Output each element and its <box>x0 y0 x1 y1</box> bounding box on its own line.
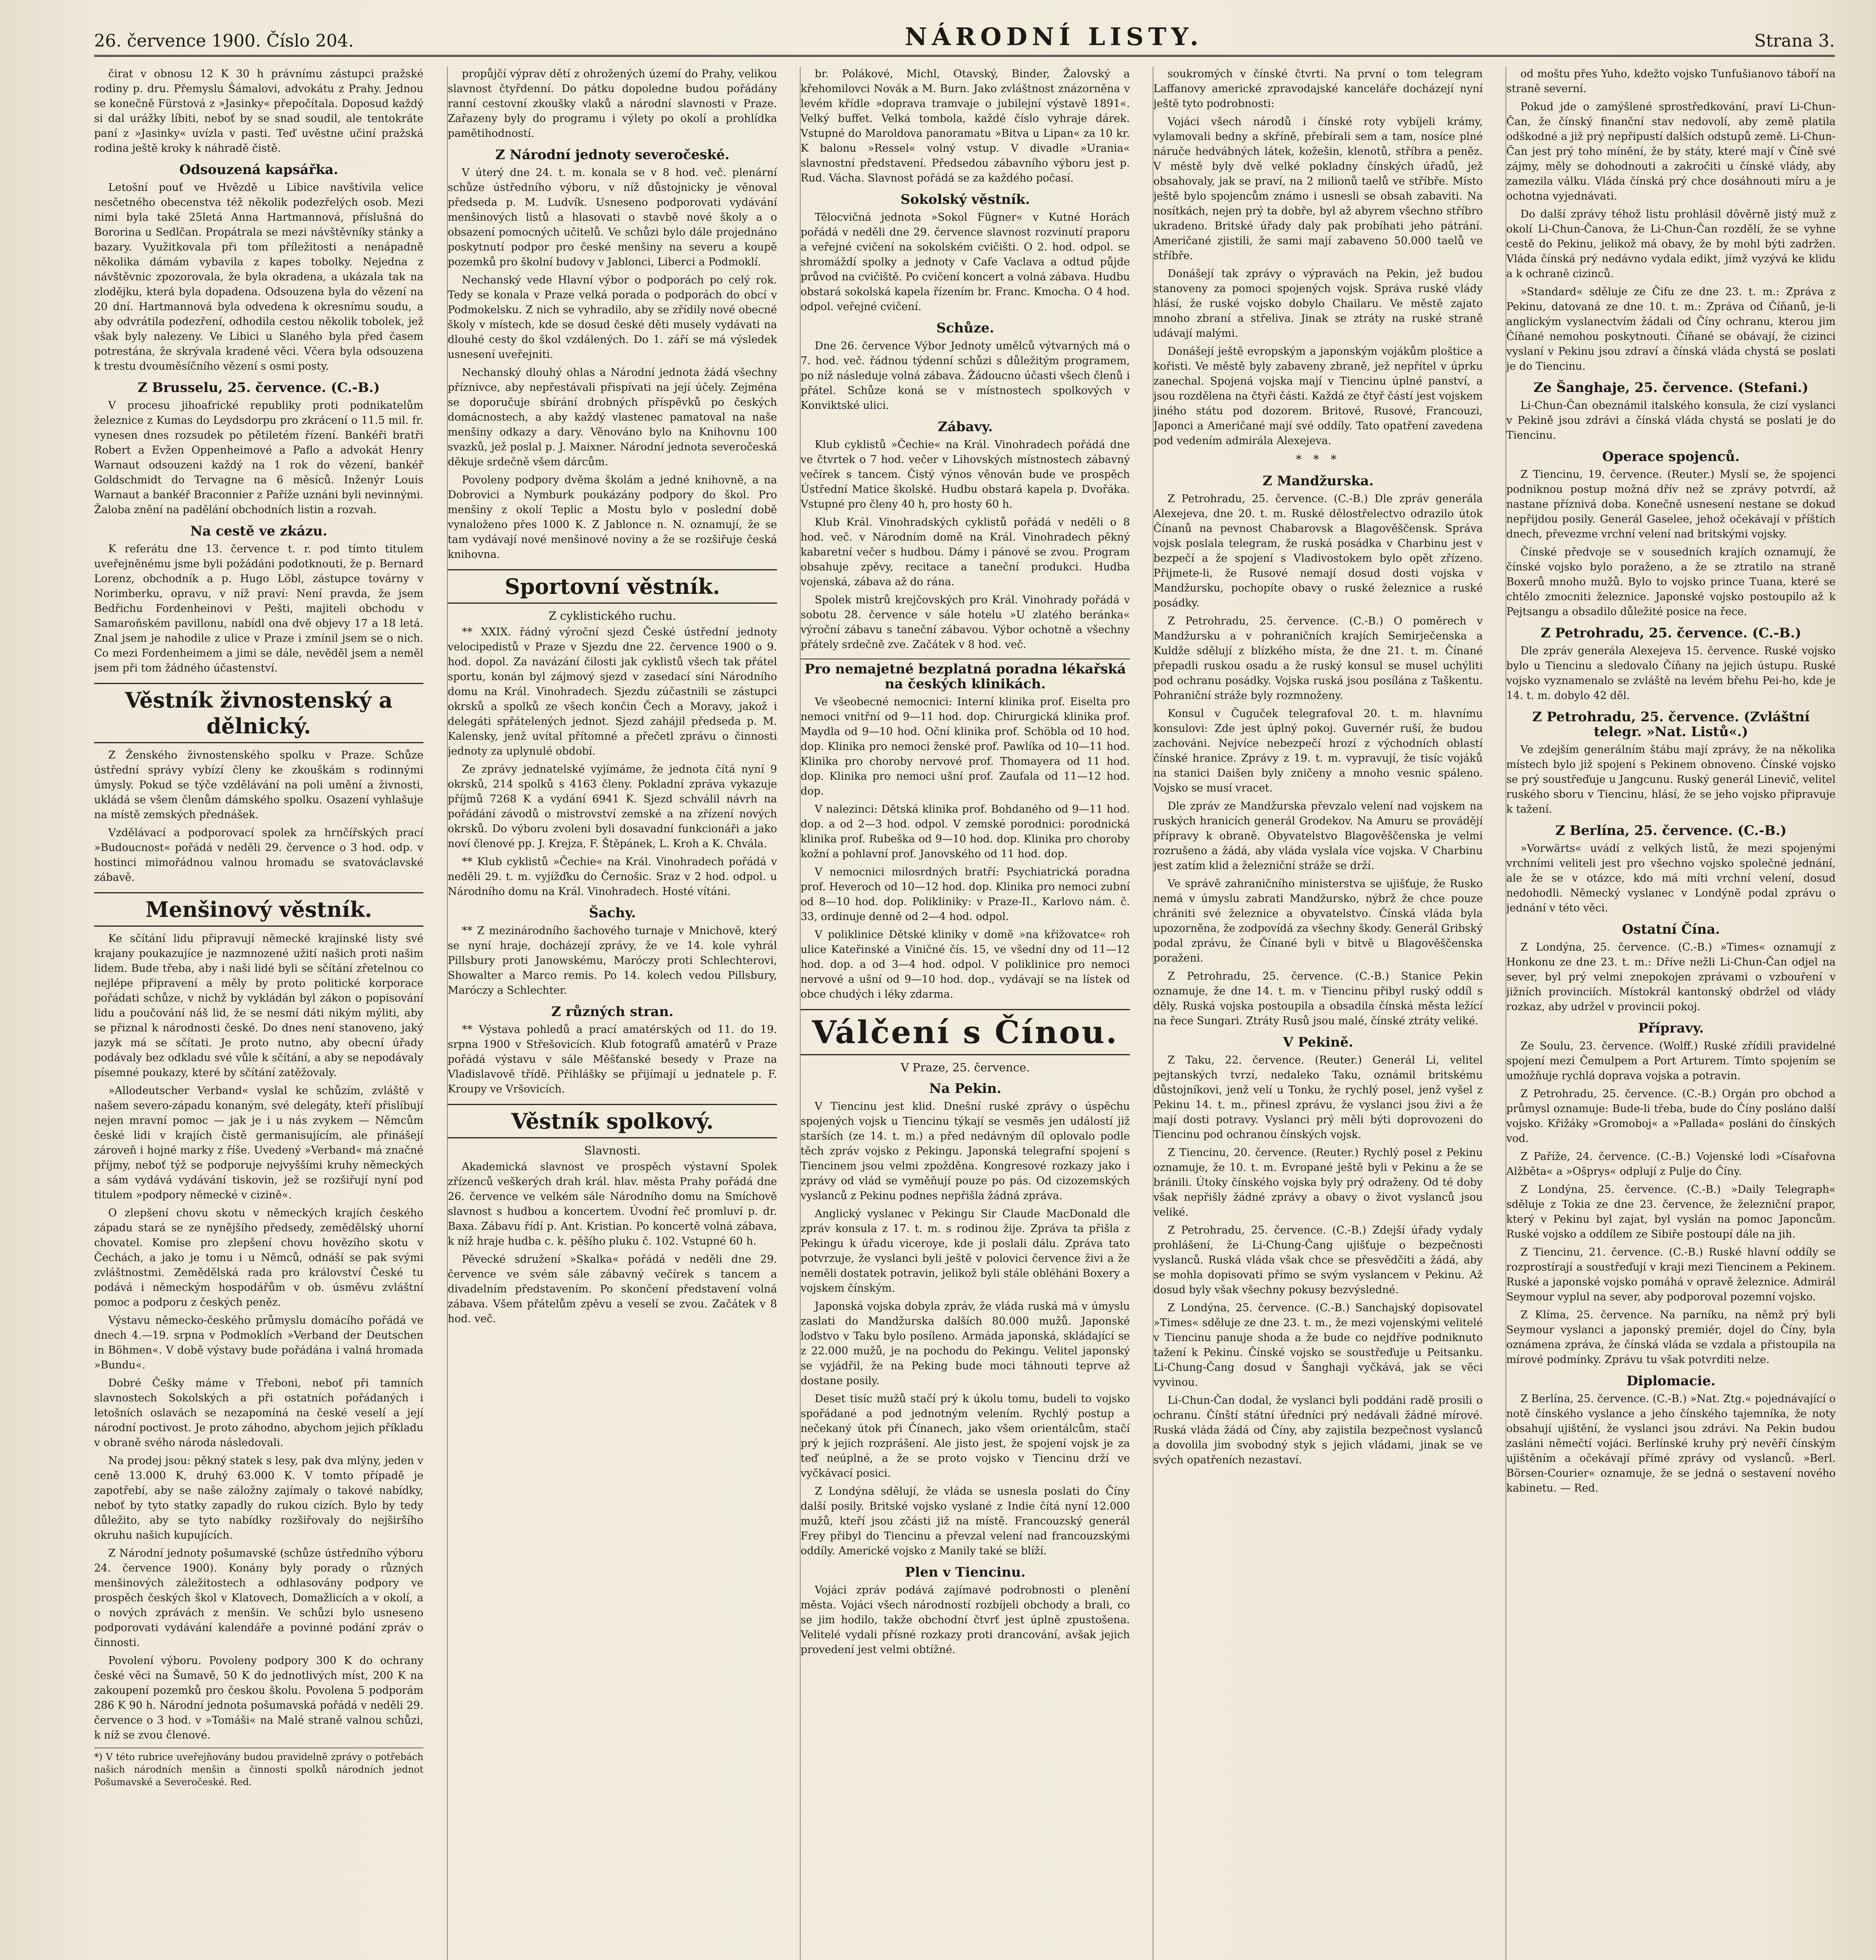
article-text: Li-Chun-Čan dodal, že vyslanci byli poddáni radě prosili o ochranu. Čínští státní úředníci prý nedávali žádné mírové. Ruská vláda žádá od Číny, aby zajistila bezpečnost vyslanců a dovolila jim svobodný styk s jejich vládami, jinak se ve svých opatřeních nezastaví. <box>1153 1394 1483 1466</box>
article-text: Z Petrohradu, 25. července. (C.-B.) Zdejší úřady vydaly prohlášení, že Li-Chung-Čang ujišťuje o bezpečnosti vyslanců. Ruská vláda však chce se přesvědčiti a žádá, aby se mohla dopisovati přímo se svým vyslancem v Pekinu. Až dosud byly však všechny pokusy bezvýsledné. <box>1153 1224 1483 1296</box>
article-heading: Odsouzená kapsářka. <box>179 162 338 178</box>
article-text: V nalezinci: Dětská klinika prof. Bohdaného od 9—11 hod. dop. a od 2—3 hod. odpol. V zemské porodnici: porodnická klinika prof. Rubeška od 9—10 hod. dop. Klinika pro choroby kožní a pohlavní prof. Janovského od 11 hod. dop. <box>801 803 1130 860</box>
article-heading: Operace spojenců. <box>1602 449 1740 465</box>
article-text: Dobré Češky máme v Třeboni, neboť při tamních slavnostech Sokolských a při ostatních pořádaných i letošních oslavách se nezapomíná na české veselí a její národní poctivost. Je proto záhodno, abychom jejich příkladu v obraně svého národa následovali. <box>94 1377 423 1449</box>
article-text: Vojáci všech národů i čínské roty vybíjeli krámy, vylamovali bedny a skříně, přebírali sem a tam, nosíce plné náruče hedvábných látek, kožešin, klenotů, stříbra a peněz. V městě byly dvě velké pokladny čínských úřadů, jež obsahovaly, jak se praví, na 2 milionů taelů ve stříbře. Místo ještě bylo spojencům známo i usnesli se obsah zabaviti. Na nosítkách, nejen prý ta dobře, byl až abyrem všechno stříbro ukradeno. Britské úřady daly pak probíhati jeho pátrání. Američané zjistili, že sami mají zabaveno 50.000 taelů ve stříbře. <box>1153 116 1483 262</box>
article-text: V Tiencinu jest klid. Dnešní ruské zprávy o úspěchu spojených vojsk u Tiencinu týkají se vesměs jen událostí již starších (ze 14. t. m.) a před nedávným díl oplovalo podle těch zpráv vojsko z Pekingu. Japonská telegrafní spojení s Tiencinem jsou velmi zpožděna. Kongresové rozkazy jako i zprávy od vlád se vyměňují pouze po pás. Od cizozemských vyslanců z Pekinu podnes nepřišla žádná zpráva. <box>801 1100 1130 1202</box>
subsection-heading: Z cyklistického ruchu. <box>548 609 676 622</box>
article-heading: Z Mandžurska. <box>1262 473 1374 489</box>
article-heading: Schůze. <box>936 320 994 336</box>
article-text: Z Petrohradu, 25. července. (C.-B.) Stanice Pekin oznamuje, že dne 14. t. m. v Tiencinu přibyl ruský oddíl s děly. Ruská vojska postoupila a obsadila čínská města ležící na řece Sungari. Ztráty Rusů jsou malé, čínské ztráty veliké. <box>1153 970 1483 1027</box>
section-heading: Menšinový věstník. <box>94 892 423 927</box>
article-text: Z Londýna, 25. července. (C.-B.) »Times« oznamují z Honkonu ze dne 23. t. m.: Dříve nežli Li-Chun-Čan odjel na sever, byl prý velmi znepokojen zprávami o vzbouření v jižních provinciích. Místokrál kantonský obdržel od vlády rozkaz, aby udržel v provincii pokoj. <box>1506 941 1836 1013</box>
article-text: »Vorwärts« uvádí z velkých listů, že mezi spojenými vrchními veliteli jest pro všechno vojsko společné jednání, ale že se v otázce, kdo má míti vrchní velení, dosud nedohodli. Německý vyslanec v Londýně podal zprávu o jednání v této věci. <box>1506 842 1836 914</box>
article-text: od moštu přes Yuho, kdežto vojsko Tunfušianovo táboří na straně severní. <box>1506 68 1836 95</box>
article-heading: Šachy. <box>589 905 636 921</box>
article-heading: Na Pekin. <box>929 1081 1002 1096</box>
article-text: Dle zpráv ze Mandžurska převzalo velení nad vojskem na ruských hranicích generál Grodekov. Na Amuru se provádějí přípravy k obraně. Obyvatelstvo Blagověščenska je velmi rozrušeno a žádá, aby vláda vyslala více vojska. V Charbinu jest zatím klid a železniční stráže se drží. <box>1153 800 1483 872</box>
section-heading: Sportovní věstník. <box>448 569 777 604</box>
footnote: *) V této rubrice uveřejňovány budou pravidelně zprávy o potřebách našich národních menšin a činnosti spolků národních jednot Pošumavské a Severočeské. Red. <box>94 1748 423 1788</box>
article-text: Z Londýna sdělují, že vláda se usnesla poslati do Číny další posily. Britské vojsko vyslané z Indie čítá nyní 12.000 mužů, kteří jsou zčásti již na místě. Francouzský generál Frey přibyl do Tiencinu a převzal velení nad francouzskými oddíly. Americké vojsko z Manily také se blíží. <box>801 1485 1130 1557</box>
article-text: V procesu jihoafrické republiky proti podnikatelům železnice z Kumas do Leydsdorpu pro zkrácení o 11.5 mil. fr. vynesen dnes rozsudek po pětiletém řízení. Bankéři bratři Robert a Evžen Oppenheimové a Paflo a advokát Henry Warnaut odsouzeni každý na 1 rok do vězení, bankéř Goldschmidt do Tervagne na 6 měsíců. Inženýr Louis Warnaut a bankéř Braconnier z Paříže uznáni byli nevinnými. Žaloba znění na padělání obchodních listin a rozvah. <box>94 399 423 516</box>
article-heading: Z Brusselu, 25. července. (C.-B.) <box>138 380 380 396</box>
column-5 <box>1506 67 1836 1960</box>
article-text: Z Tiencinu, 21. července. (C.-B.) Ruské hlavní oddíly se rozprostírají a soustřeďují v kraji mezi Tiencinem a Pekinem. Ruské a japonské vojsko pomáhá v opravě železnice. Admirál Seymour vyplul na sever, aby podporoval pozemní vojsko. <box>1506 1246 1836 1303</box>
article-text: Spolek mistrů krejčovských pro Král. Vinohrady pořádá v sobotu 28. července v sále hotelu »U zlatého beránka« výroční zábavu s taneční zábavou. Výbor ochotně a všechny přátely srdečně zve. Začátek v 8 hod. več. <box>801 594 1130 651</box>
article-heading: Přípravy. <box>1638 1020 1704 1036</box>
article-text: O zlepšení chovu skotu v německých krajích českého západu stará se ze nynějšího předsedy, zemědělský uhorní chovatel. Komise pro zlepšení chovu hovězího skotu v Čechách, a jako je tomu i u Němců, odnáší se pak svými zvláštnostmi. Zemědělská rada pro království České tu podává i německým hospodářům v ob. úsměvu zvláštní pomoc a podporu z českých peněz. <box>94 1207 423 1308</box>
dateline: V Praze, 25. července. <box>901 1061 1030 1074</box>
article-text: ** XXIX. řádný výroční sjezd České ústřední jednoty velocipedistů v Praze v Sjezdu dne 22. července 1900 o 9. hod. dopol. Za navázání čilosti jak cyklistů všech tak přátel sportu, konán byl zájmový sjezd v zasedací síni Národního domu na Král. Vinohradech. Sjezdu zúčastnili se zástupci okrsků a spolků ze všech končin Čech a Moravy, jakož i delegáti spřátelených jednot. Sjezd zahájil předseda p. M. Kalensky, jenž uvítal přítomné a přečetl zprávu o činnosti jednoty za uplynulé období. <box>448 626 777 757</box>
columns <box>94 67 1835 1960</box>
article-heading: Na cestě ve zkázu. <box>190 523 327 539</box>
article-text: Ve správě zahraničního ministerstva se ujišťuje, že Rusko nemá v úmyslu zabrati Mandžursko, nýbrž že chce pouze chrániti své železnice a obyvatelstvo. Čínská vláda byla upozorněna, že zodpovídá za všechny škody. Generál Gribský podal zprávu, že Čínané byli v bitvě u Blagověščenska poraženi. <box>1153 878 1483 964</box>
article-heading: Z Petrohradu, 25. července. (Zvláštní telegr. »Nat. Listů«.) <box>1532 709 1810 740</box>
article-text: V poliklinice Dětské kliniky v domě »na křižovatce« roh ulice Kateřinské a Viničné čís. 15, ve všední dny od 11—12 hod. dop. a od 3—4 hod. odpol. V poliklinice pro nemoci nervové a ušní od 9—10 hod. dop., vydávají se na lístek od obce chudých i léky zdarma. <box>801 929 1130 1000</box>
article-heading: Plen v Tiencinu. <box>905 1564 1026 1580</box>
article-text: Z Klíma, 25. července. Na parníku, na němž prý byli Seymour vyslanci a japonský premiér, dojel do Číny, byla oznámena zpráva, že čínská vláda se vzdala a přistoupila na mírové podmínky. Zprávu tu však potvrditi nelze. <box>1506 1309 1836 1366</box>
article-text: Klub Král. Vinohradských cyklistů pořádá v neděli o 8 hod. več. v Národním domě na Král. Vinohradech pěkný kabaretní večer s hudbou. Dámy i pánové se zvou. Program obsahuje zpěvy, recitace a taneční produkci. Hudba vojenská, zábava až do rána. <box>801 516 1130 588</box>
article-text: Donášejí ještě evropským a japonským vojákům ploštice a kořisti. Ve městě byly zabaveny zbraně, jež nepřítel v úprku zanechal. Spojená vojska mají v Tiencinu úplné panství, a jsou rozdělena na čtyři části. Každá ze čtyř částí jest vojskem jiného státu pod dozorem. Britové, Rusové, Francouzi, Japonci a Američané mají své oddíly. Tato opatření zavedena pod vedením admirála Alexejeva. <box>1153 345 1483 447</box>
article-text: Z Paříže, 24. července. (C.-B.) Vojenské lodi »Císařovna Alžběta« a »Ošprys« odplují z Pulje do Číny. <box>1506 1151 1836 1178</box>
article-text: ** Z mezinárodního šachového turnaje v Mnichově, který se nyní hraje, docházejí zprávy, že ve 14. kole vyhrál Pillsbury proti Janowskému, Maróczy proti Schlechterovi, Showalter a Marco remis. Po 14. kolech vedou Pillsbury, Maróczy a Schlechter. <box>448 925 777 996</box>
masthead <box>94 24 1835 51</box>
article-text: Ve zdejším generálním štábu mají zprávy, že na několika místech bylo již spojení s Pekinem obnoveno. Čínské vojsko se prý soustřeďuje u Jangcunu. Ruský generál Linevič, velitel ruského sboru v Tiencinu, hlásí, že se jeho vojsko připravuje k tažení. <box>1506 744 1836 815</box>
article-text: Klub cyklistů »Čechie« na Král. Vinohradech pořádá dne ve čtvrtek o 7 hod. večer v Lihovských místnostech zábavný večírek s tancem. Čistý výnos věnován bude ve prospěch Ústřední Matice školské. Hudbu obstará kapela p. Dvořáka. Vstupné pro členy 40 h, pro hosty 60 h. <box>801 439 1130 510</box>
article-text: Deset tisíc mužů stačí prý k úkolu tomu, budeli to vojsko spořádané a pod jednotným velením. Rychlý postup a nečekaný útok při Čínanech, jako všem orientálcům, stačí prý k jejich rozprášení. Ale jisto jest, že spojení vojsk je za teď neúplné, a že se proto vojsko v Tiencinu drží ve vyčkávací posici. <box>801 1393 1130 1479</box>
column-3 <box>800 67 1130 1960</box>
article-text: »Allodeutscher Verband« vyslal ke schůzím, zvláště v našem severo-západu konaným, své delegáty, kteří přislíbují nejen mravní pomoc — jak je i u nás zvykem — Němcům české lidi v krajích čistě germanisujícím, ale přinášejí zároveň i hojné marky z říše. Uvedený »Verband« má značné příjmy, neboť týž se podporuje nejvyššími kruhy německých a sám vydává vydávání tiskovin, jež se rozšiřují nyní pod titulem »podpory německé v cizině«. <box>94 1085 423 1201</box>
article-text: propůjčí výprav dětí z ohrožených území do Prahy, velikou slavnost čtyřdenní. Do pátku dopoledne budou pořádány ranní cestovní zkoušky vlaků a národní slavnosti v Praze. Zařazeny byly do programu i výlety po okolí a prohlídka pamětihodností. <box>448 68 777 140</box>
article-heading: Z Petrohradu, 25. července. (C.-B.) <box>1540 625 1802 641</box>
article-heading: Ze Šanghaje, 25. července. (Stefani.) <box>1533 380 1809 396</box>
article-text: Letošní pouť ve Hvězdě u Libice navštívila velice nesčetného obecenstva též několik podezřelých osob. Mezi nimi byla také 25letá Anna Hartmannová, příslušná do Bororina u Sedlčan. Propátrala se mezi návštěvníky stánky a bazary. Využitkovala při tom příležitosti a nenápadně několika dámám vybavila z kapes tobolky. Nejedna z návštěvnic zpozorovala, že byla okradena, a ukázala tak na zlodějku, která byla dopadena. Odsouzena byla do vězení na 20 dní. Hartmannová byla odvedena k okresnímu soudu, a aby odvrátila podezření, odhodila cestou několik tobolek, jež však byly nalezeny. Ve Libici u Slaného byla před časem potrestána, že skrývala kradené věci. Včera byla odsouzena k trestu dvouměsíčního vězení s osmi posty. <box>94 181 423 372</box>
article-text: Dle zpráv generála Alexejeva 15. července. Ruské vojsko bylo u Tiencinu a sledovalo Číňany na jejich ústupu. Ruské vojsko vyznamenalo se zvláště na levém břehu Pei-ho, kde je 14. t. m. dobylo 42 děl. <box>1506 645 1836 702</box>
article-text: Tělocvičná jednota »Sokol Fügner« v Kutné Horách pořádá v neděli dne 29. července slavnost rozvinutí praporu a veřejné cvičení na sokolském cvičišti. O 2. hod. odpol. se shromáždí spolky a jednoty v Cafe Vaclava a odtud půjde průvod na cvičiště. Po cvičení koncert a volná zábava. Hudbu obstará sokolská kapela řízením br. Franc. Kmocha. O 4 hod. odpol. veřejné cvičení. <box>801 211 1130 313</box>
article-text: Z Petrohradu, 25. července. (C.-B.) O poměrech v Mandžursku a v pohraničních krajích Semirječenska a Kuldže sdělují z blízkého místa, že dne 21. t. m. Čínané přepadli ruskou osadu a že ruský konsul se musel uchýliti pod ochranu posádky. Vojska ruská jsou posílána z Taškentu. Pohraniční stráže byly rozmnoženy. <box>1153 615 1483 702</box>
article-text: Povolení výboru. Povoleny podpory 300 K do ochrany české věci na Šumavě, 50 K do jednotlivých míst, 200 K na zakoupení pozemků pro českou školu. Povolena 5 podporám 286 K 90 h. Národní jednota pošumavská pořádá v neděli 29. července o 3 hod. v »Tomáši« na Malé straně valnou schůzi, k níž se zvou členové. <box>94 1655 423 1741</box>
article-heading: V Pekině. <box>1283 1034 1353 1050</box>
article-text: Z Tiencinu, 20. července. (Reuter.) Rychlý posel z Pekinu oznamuje, že 10. t. m. Evropané ještě byli v Pekinu a že se bránili. Útoky čínského vojska byly prý odraženy. Od té doby však nepřišly žádné zprávy a obavy o život vyslanců jsou veliké. <box>1153 1147 1483 1218</box>
section-heading: Válčení s Čínou. <box>801 1009 1130 1055</box>
article-text: Akademická slavnost ve prospěch výstavní Spolek zřízenců veškerých drah král. hlav. města Prahy pořádá dne 26. července ve velkém sále Národního domu na Smíchově slavnost s hudbou a koncertem. Úvodní řeč promluví p. dr. Baxa. Zábavu řídí p. Ant. Kristian. Po koncertě volná zábava, k níž hraje hudba c. k. pěšího pluku č. 102. Vstupné 60 h. <box>448 1161 777 1247</box>
article-text: Vzdělávací a podporovací spolek za hrnčířských prací »Budoucnost« pořádá v neděli 29. července o 3 hod. odp. v hostinci mimořádnou valnou hromadu se svatováclavské zábavě. <box>94 827 423 884</box>
article-text: Z Petrohradu, 25. července. (C.-B.) Dle zpráv generála Alexejeva, dne 20. t. m. Ruské dělostřelectvo odrazilo útok Čínanů na pevnost Chabarovsk a Blagověščensk. Správa vojsk poslala telegram, že ruská posádka v Charbinu jest v bezpečí a že spojení s Vladivostokem bylo opět zřízeno. Přijmete-li, že Rusové nemají dosud dosti vojska v Mandžursku, pochopíte obavy o ruské železnice a ruské posádky. <box>1153 493 1483 609</box>
article-text: soukromých v čínské čtvrti. Na první o tom telegram Laffanovy americké zpravodajské kanceláře docházejí nyní ještě tyto podrobnosti: <box>1153 68 1483 110</box>
page-number: Strana 3. <box>1754 31 1835 51</box>
article-heading: Z Národní jednoty severočeské. <box>495 147 730 163</box>
article-text: Konsul v Čuguček telegrafoval 20. t. m. hlavnímu konsulovi: Zde jest úplný pokoj. Guvernér ruší, že budou zachováni. Nejvíce nebezpečí hrozí z východních oblastí čínské hranice. Zprávy z 19. t. m. vypravují, že tisíc vojáků na stanici Daišen byly zničeny a mnoho vesnic spáleno. Vojsko se musí vracet. <box>1153 708 1483 794</box>
article-text: ** Výstava pohledů a prací amatérských od 11. do 19. srpna 1900 v Střešovicích. Klub fotografů amatérů v Praze pořádá výstavu v sále Měšťanské besedy v Praze na Vladislavově třídě. Přihlášky se přijímají u jednatele p. F. Kroupy ve Vršovicích. <box>448 1024 777 1095</box>
column-1 <box>94 67 423 1960</box>
section-heading: Věstník spolkový. <box>448 1104 777 1138</box>
article-text: Povoleny podpory dvěma školám a jedné knihovně, a na Dobrovici a Nymburk poukázány podpory do škol. Pro menšiny z okolí Teplic a Mostu bylo v poslední době vynaloženo přes 1000 K. Z Jablonce n. N. oznamují, že se tam vydávají nové menšinové noviny a že se rozšiřuje česká knihovna. <box>448 474 777 561</box>
article-text: ** Klub cyklistů »Čechie« na Král. Vinohradech pořádá v neděli 29. t. m. vyjížďku do Černošic. Sraz v 2 hod. odpol. u Národního domu na Král. Vinohradech. Hosté vítáni. <box>448 856 777 898</box>
article-text: V úterý dne 24. t. m. konala se v 8 hod. več. plenární schůze ústředního výboru, v níž důstojnicky je věnoval předseda p. M. Ludvík. Usneseno podporovati vydávání menšinových listů a hlasovati o stavbě nové školy a o obsazení pomocných učitelů. Ve schůzi bylo dále projednáno poskytnutí podpor pro české menšiny na severu a koupě pozemků pro školní budovy v Jablonci, Liberci a Podmoklí. <box>448 167 777 268</box>
article-text: Japonská vojska dobyla zpráv, že vláda ruská má v úmyslu zaslati do Mandžurska dalších 80.000 mužů. Japonské loďstvo v Taku bylo posíleno. Armáda japonská, skládající se z 22.000 mužů, je na pochodu do Pekingu. Velitel japonský se vyjádřil, že na Peking bude moci táhnouti teprve až dostane posily. <box>801 1300 1130 1387</box>
article-text: Čínské předvoje se v sousedních krajích oznamují, že čínské vojsko bylo poraženo, a že se ztratilo na straně Boxerů mnoho mužů. Bylo to vojsko prince Tuana, které se chtělo zmocniti železnice. Japonské vojsko postoupilo až k Pejtsangu a obsadilo důležité posice na řece. <box>1506 546 1836 618</box>
article-text: Na prodej jsou: pěkný statek s lesy, pak dva mlýny, jeden v ceně 13.000 K, druhý 63.000 K. V tomto případě je zapotřebí, aby se naše záložny zajímaly o takové nabídky, neboť by tyto statky zapadly do rukou cizích. Bylo by tedy důležito, aby se tyto nabídky rozšiřovaly do nejširšího okruhu našich kupujících. <box>94 1455 423 1541</box>
article-text: Do další zprávy téhož listu prohlásil dôvěrně jistý muž z okolí Li-Chun-Čanova, že Li-Chun-Čan rozdělí, že se vyhne cestě do Pekinu, jelikož má obavy, že by mohl býti zadržen. Vláda čínská prý nedávno vydala edikt, jímž vyzývá ke klidu a k ochraně cizinců. <box>1506 208 1836 280</box>
separator-stars: * * * <box>1295 453 1341 466</box>
article-text: Z Berlína, 25. července. (C.-B.) »Nat. Ztg.« pojednávající o notě čínského vyslance a jeho čínského tajemníka, že noty obsahují ujištění, že vyslanci jsou zdrávi. Na Pekin budou zasláni němečtí vojáci. Berlínské kruhy prý nevěří čínským ujištěním a očekávají přímé zprávy od vyslanců. »Berl. Börsen-Courier« oznamuje, že se jedná o sestavení nového kabinetu. — Red. <box>1506 1393 1836 1494</box>
article-text: Li-Chun-Čan obeznámil italského konsula, že cizí vyslanci v Pekině jsou zdrávi a čínská vláda chystá se poslati je do Tiencinu. <box>1506 399 1836 441</box>
section-heading: Věstník živnostenský a dělnický. <box>94 683 423 743</box>
article-text: Z Tiencinu, 19. července. (Reuter.) Myslí se, že spojenci podniknou postup možná dřív než se zprávy potvrdí, až nastane příznivá doba. Konečně usnesení nestane se dokud nepřijdou posily. Generál Gaselee, jehož očekávají v příštích dnech, převezme vrchní velení nad britskými vojsky. <box>1506 468 1836 540</box>
article-text: K referátu dne 13. července t. r. pod tímto titulem uveřejněnému jsme byli požádáni podotknouti, že p. Bernard Lorenz, obchodník a p. Hugo Löbl, zástupce továrny v Norimberku, opravu, v níž praví: Není pravda, že jsem Bedřichu Fordenheinovi v Pešti, majiteli obchodu v Samaroňském pavillonu, nabídl ona dvě objevy 17 a 18 letá. Znal jsem je nahodile z ulice v Praze i zmínil jsem se o nich. Co mezi Fordenheimem a jimi se dále, nevěděl jsem a neměl jsem při tom žádného účastenství. <box>94 543 423 674</box>
article-text: V nemocnici milosrdných bratří: Psychiatrická poradna prof. Heveroch od 10—12 hod. dop. Klinika pro nemoci zubní od 8—10 hod. dop. Polikliniky: v Praze-II., Karlovo nám. č. 33, ordinuje denně od 2—4 hod. odpol. <box>801 866 1130 923</box>
article-heading: Z Berlína, 25. července. (C.-B.) <box>1555 823 1787 838</box>
article-text: Pokud jde o zamýšlené sprostředkování, praví Li-Chun-Čan, že čínský finanční stav nedovolí, aby země platila odškodné a již prý nepřipustí dalších odstupů země. Li-Chun-Čan jest prý toho mínění, že by státy, které mají v Číně své zájmy, měly se dohodnouti a zakročiti u čínské vlády, aby zamezila válku. Vláda čínská prý chce dosáhnouti míru a je ochotna vyjednávati. <box>1506 101 1836 202</box>
article-text: čirat v obnosu 12 K 30 h právnímu zástupci pražské rodiny p. dru. Přemyslu Šámalovi, advokátu z Prahy. Jednou se konečně Fürstová z »Jasinky« přepočítala. Doposud každý si dal urážky líbiti, neboť by se snad soudil, ale tentokráte paní z »Jasinky« uvízla v pasti. Teď uvěstne učiní pražská rodina ještě kroky k náhradě čistě. <box>94 68 423 154</box>
header-rule <box>94 55 1835 57</box>
article-heading: Diplomacie. <box>1626 1373 1716 1389</box>
article-text: Ze Soulu, 23. července. (Wolff.) Ruské zřídili pravidelné spojení mezi Čemulpem a Port Arturem. Tímto spojením se umožňuje rychlá doprava vojska a potravin. <box>1506 1040 1836 1082</box>
article-text: Anglický vyslanec v Pekingu Sir Claude MacDonald dle zpráv konsula z 17. t. m. s rodinou žije. Zpráva ta přišla z Pekingu k úřadu viceroye, kde ji poslali dálu. Zpráva tato potvrzuje, že vyslanci byli ještě v polovici července živi a že neměli dostatek potravin, jelikož byli stále obléháni Boxery a vojskem čínským. <box>801 1208 1130 1294</box>
article-text: Donášejí tak zprávy o výpravách na Pekin, jež budou stanoveny za pomoci spojených vojsk. Správa ruské vlády hlásí, že ruské vojsko dobylo Chailaru. Ve městě zajato mnoho zbraní a střeliva. Jinak se ztráty na ruské straně udávají malými. <box>1153 268 1483 339</box>
article-heading: Pro nemajetné bezplatná poradna lékařská na českých klinikách. <box>801 659 1130 691</box>
article-text: Z Petrohradu, 25. července. (C.-B.) Orgán pro obchod a průmysl oznamuje: Bude-li třeba, bude do Číny posláno další vojsko. Křižáky »Gromoboj« a »Pallada« posláni do čínských vod. <box>1506 1088 1836 1145</box>
newspaper-title: NÁRODNÍ LISTY. <box>905 22 1203 51</box>
column-4 <box>1153 67 1483 1960</box>
article-text: Z Londýna, 25. července. (C.-B.) Sanchajský dopisovatel »Times« sděluje ze dne 23. t. m., že mezi vojenskými velitelé v Tiencinu panuje shoda a že bude co nejdříve podniknuto tažení k Pekinu. Čínské vojsko se soustřeďuje u Peitsanku. Li-Chung-Čang dosud v Šanghaji vyčkává, jak se věci vyvinou. <box>1153 1302 1483 1388</box>
article-heading: Ostatní Čína. <box>1622 922 1720 937</box>
article-text: br. Polákové, Michl, Otavský, Binder, Žalovský a křehomilovci Novák a M. Burn. Jako zvláštnost znázorněna v levém křídle »doprava tramvaje o jubilejní výstavě 1891«. Velký buffet. Velká tombola, každé číslo vyhraje dárek. Vstupné do Maroldova panoramatu »Bitva u Lipan« za 10 kr. K balonu »Ressel« volný vstup. V divadle »Urania« slavnostní představení. Předsedou zábavního výboru jest p. Rud. Vácha. Slavnost pořádá se za každého počasí. <box>801 68 1130 184</box>
article-text: Výstavu německo-českého průmyslu domácího pořádá ve dnech 4.—19. srpna v Podmoklích »Verband der Deutschen in Böhmen«. V době výstavy bude pořádána i valná hromada »Bundu«. <box>94 1314 423 1371</box>
article-text: Pěvecké sdružení »Skalka« pořádá v neděli dne 29. července ve svém sále zábavný večírek s tancem a divadelním představením. Po skončení představení volná zábava. Všem přátelům zpěvu a veselí se zvou. Začátek v 8 hod. več. <box>448 1253 777 1325</box>
subsection-heading: Slavnosti. <box>584 1144 641 1157</box>
article-heading: Sokolský věstník. <box>901 192 1030 207</box>
article-text: Vojáci zpráv podává zajímavé podrobnosti o plenění města. Vojáci všech národností rozbíjeli obchody a brali, co se jim hodilo, takže obchodní čtvrť jest úplně zpustošena. Velitelé vydali přísné rozkazy proti drancování, avšak jejich provedení jest velmi obtížné. <box>801 1584 1130 1656</box>
article-heading: Z různých stran. <box>551 1004 674 1020</box>
article-text: Nechanský dlouhý ohlas a Národní jednota žádá všechny příznivce, aby nepřestávali přispívati na její účely. Zejména se doporučuje sbírání drobných příspěvků po českých domácnostech, a aby každý vlastenec pamatoval na naše menšiny odkazy a dary. Věnováno bylo na Knihovnu 100 svazků, jež poslal p. J. Maixner. Národní jednota severočeská děkuje srdečně všem dárcům. <box>448 367 777 468</box>
article-text: Z Ženského živnostenského spolku v Praze. Schůze ústřední správy vybízí členy ke zkouškám s rodinnými úmysly. Pokud se týče vzdělávání na poli umění a živnosti, ukládá se všem členům dámského spolku. Osazení vyhlašuje na místě zemských přednášek. <box>94 749 423 821</box>
article-text: »Standard« sděluje ze Čifu ze dne 23. t. m.: Zpráva z Pekinu, datovaná ze dne 10. t. m.: Zpráva od Číňanů, je-li anglickým vyslanectvím žádali od Číny ochranu, kterou jim Číňané nemohou poskytnouti. Číňané se obávají, že cizinci vyslaní v Pekinu jsou zdraví a čínská vláda chystá se poslati je do Tiencinu. <box>1506 286 1836 372</box>
issue-date: 26. července 1900. Číslo 204. <box>94 31 354 51</box>
column-2 <box>447 67 777 1960</box>
article-text: Dne 26. července Výbor Jednoty umělců výtvarných má o 7. hod. več. řádnou týdenní schůzi s důležitým programem, po níž následuje volná zábava. Žádoucno účasti všech členů i přátel. Schůze koná se v místnostech spolkových v Konviktské ulici. <box>801 340 1130 412</box>
article-text: Nechanský vede Hlavní výbor o podporách po celý rok. Tedy se konala v Praze velká porada o podporách do obcí v Podmokelsku. Z nich se vyhradilo, aby se zřídily nové obecné školy v místech, kde se dosud české děti musely vydávati na dlouhé cesty do škol vzdálených. Do 1. září se má výsledek usnesení uveřejniti. <box>448 274 777 361</box>
article-text: Ze zprávy jednatelské vyjímáme, že jednota čítá nyní 9 okrsků, 214 spolků s 4163 členy. Pokladní zpráva vykazuje příjmů 7268 K a vydání 6941 K. Sjezd schválil návrh na pořádání závodů o mistrovství zemské a na zřízení nových okrsků. Do výboru zvoleni byli dosavadní funkcionáři a jako noví členové pp. J. Krejza, F. Štěpánek, L. Kroh a K. Chvála. <box>448 763 777 850</box>
article-text: Ve všeobecné nemocnici: Interní klinika prof. Eiselta pro nemoci vnitřní od 9—11 hod. dop. Chirurgická klinika prof. Maydla od 9—10 hod. Oční klinika prof. Schöbla od 10 hod. dop. Klinika pro nemoci ženské prof. Pawlíka od 10—11 hod. Klinika pro choroby nervové prof. Thomayera od 11 hod. dop. Klinika pro nemoci ušní prof. Zaufala od 11—12 hod. dop. <box>801 696 1130 797</box>
article-text: Z Národní jednoty pošumavské (schůze ústředního výboru 24. července 1900). Konány byly porady o různých menšinových záležitostech a odhlasovány podpory ve prospěch českých škol v Klatovech, Domažlicích a v okolí, a o nových zprávách z menšin. Ve schůzi bylo usneseno podporovati vydávání kalendáře a povinné podání zpráv o činnosti. <box>94 1547 423 1649</box>
article-text: Z Londýna, 25. července. (C.-B.) »Daily Telegraph« sděluje z Tokia ze dne 23. července, že železniční prapor, který v Pekinu byl zajat, byl vyslán na pomoc Japoncům. Ruské vojsko a oddílem ze Sibiře postoupí dále na jih. <box>1506 1183 1836 1240</box>
article-text: Z Taku, 22. července. (Reuter.) Generál Li, velitel pejtanských tvrzí, nedaleko Taku, oznámil britskému důstojníkovi, jenž velí u Tonku, že rychlý posel, jenž vyšel z Pekinu 14. t. m., přinesl zprávu, že vyslanci jsou živi a že mají dosti potravy. Vyslanci prý měli býti doprovozeni do Tiencinu pod ochranou čínských vojsk. <box>1153 1054 1483 1141</box>
article-heading: Zábavy. <box>937 419 993 435</box>
article-text: Ke sčítání lidu připravují německé krajinské listy své krajany poukazujíce je nazmnozené užití našich proti našim lidem. Bude třeba, aby i naši lidé byli se sčítání zřetelnou co nejlépe připravení a měly by proto politické korporace pořádati schůze, v nichž by vykládán byl zákon o popisování lidu a poučování náš lid, že se nesmí dáti nikým mýliti, aby se přiznal k národnosti české. Do dnes není stanoveno, jaký jazyk má se sčítati. Je proto nutno, aby obecní úřady podávaly bez odkladu své vůle k sčítání, a aby se nepodávaly písemné poukazy, které by sčítání zatěžovaly. <box>94 933 423 1079</box>
